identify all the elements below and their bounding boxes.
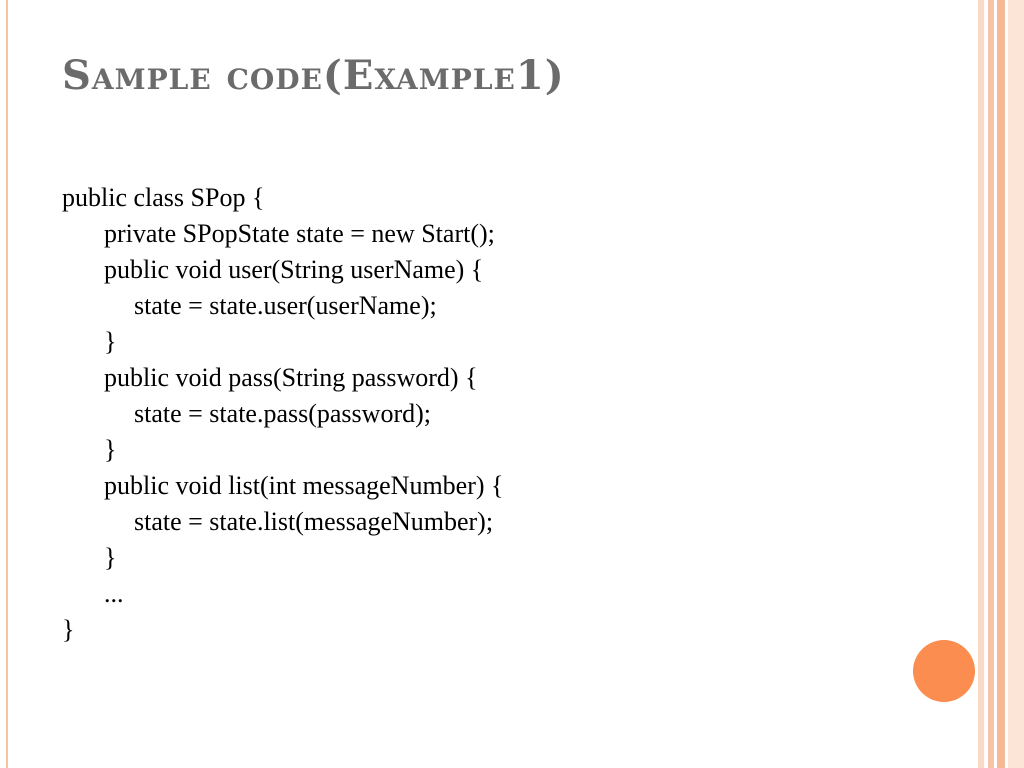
code-line: private SPopState state = new Start(); <box>104 219 495 248</box>
code-line: } <box>104 435 117 464</box>
code-block <box>62 180 504 648</box>
right-stripe <box>1008 0 1024 768</box>
right-stripe <box>997 0 1005 768</box>
code-line: ... <box>104 579 124 608</box>
left-border-line <box>6 0 8 768</box>
slide-title: Sample code(Example1) <box>62 52 565 99</box>
code-line: state = state.list(messageNumber); <box>134 507 494 536</box>
code-line: public void pass(String password) { <box>104 363 478 392</box>
code-line: } <box>62 615 75 644</box>
code-line: public class SPop { <box>62 183 265 212</box>
code-line: } <box>104 327 117 356</box>
code-line: state = state.pass(password); <box>134 399 431 428</box>
code-line: } <box>104 543 117 572</box>
code-line: public void user(String userName) { <box>104 255 484 284</box>
code-line: public void list(int messageNumber) { <box>104 471 504 500</box>
decorative-circle-icon <box>913 640 975 702</box>
code-line: state = state.user(userName); <box>134 291 437 320</box>
